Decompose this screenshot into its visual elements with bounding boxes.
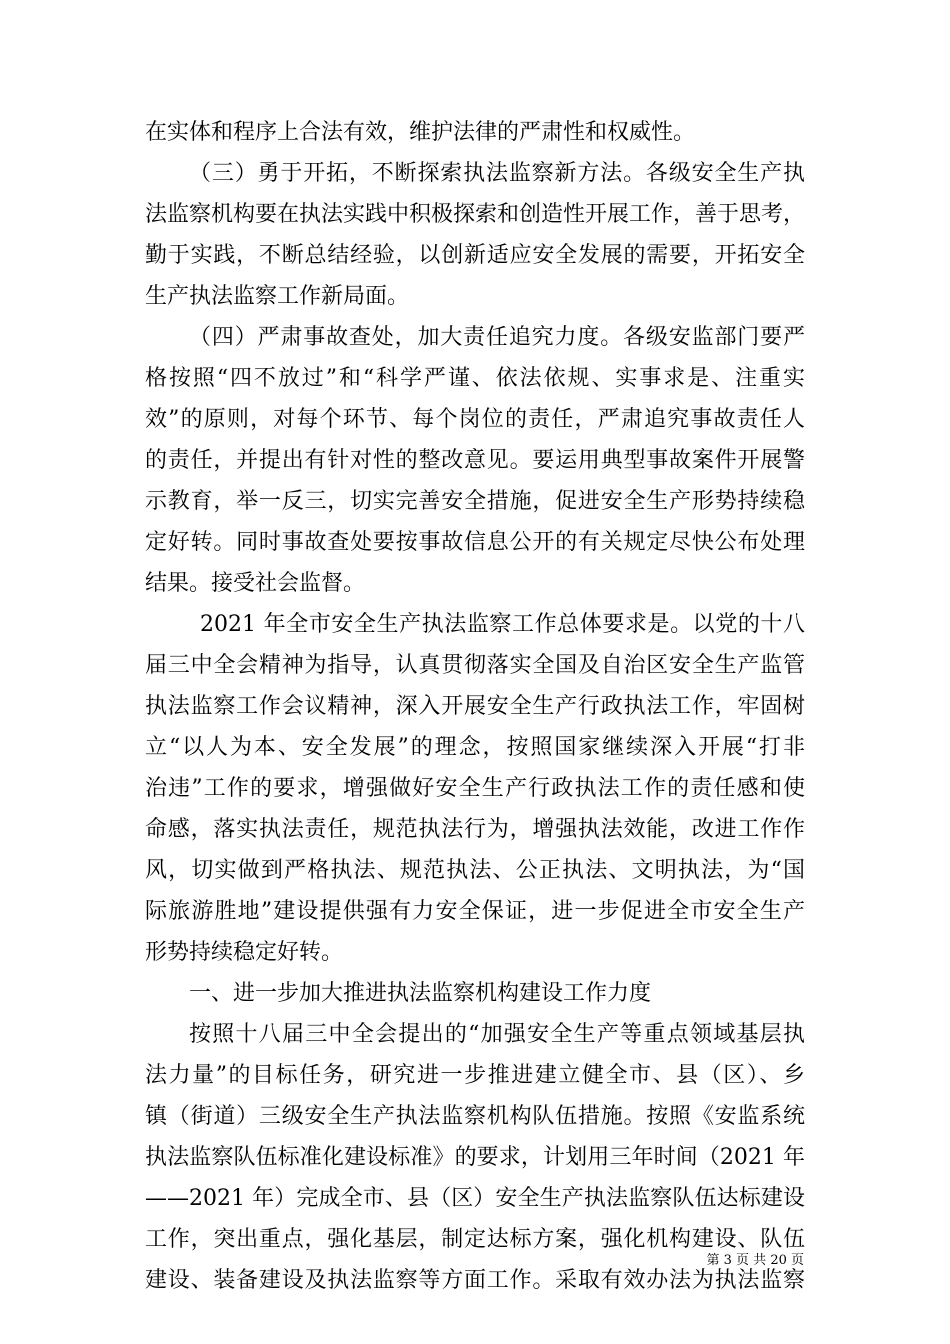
- body-line-10: 示教育，举一反三，切实完善安全措施，促进安全生产形势持续稳: [145, 489, 805, 514]
- body-line-29: 建设、装备建设及执法监察等方面工作。采取有效办法为执法监察: [145, 1268, 805, 1293]
- body-line-12: 结果。接受社会监督。: [145, 571, 366, 596]
- body-line-1: 在实体和程序上合法有效，维护法律的严肃性和权威性。: [145, 120, 696, 145]
- body-line-28: 工作，突出重点，强化基层，制定达标方案，强化机构建设、队伍: [145, 1227, 805, 1252]
- body-line-24: 法力量”的目标任务，研究进一步推进建立健全市、县（区）、乡: [145, 1063, 805, 1088]
- body-line-8: 效”的原则，对每个环节、每个岗位的责任，严肃追究事故责任人: [145, 407, 805, 432]
- body-line-16: 立“以人为本、安全发展”的理念，按照国家继续深入开展“打非: [145, 735, 805, 760]
- body-line-9: 的责任，并提出有针对性的整改意见。要运用典型事故案件开展警: [145, 448, 805, 473]
- body-line-13: 2021 年全市安全生产执法监察工作总体要求是。以党的十八: [200, 612, 805, 637]
- body-line-23: 按照十八届三中全会提出的“加强安全生产等重点领域基层执: [189, 1022, 805, 1047]
- section-heading-1: 一、进一步加大推进执法监察机构建设工作力度: [189, 981, 652, 1006]
- body-line-2: （三）勇于开拓，不断探索执法监察新方法。各级安全生产执: [189, 161, 805, 186]
- body-line-3: 法监察机构要在执法实践中积极探索和创造性开展工作，善于思考，: [145, 202, 805, 227]
- body-line-21: 形势持续稳定好转。: [145, 940, 344, 965]
- body-line-14: 届三中全会精神为指导，认真贯彻落实全国及自治区安全生产监管: [145, 653, 805, 678]
- body-line-4: 勤于实践，不断总结经验，以创新适应安全发展的需要，开拓安全: [145, 243, 805, 268]
- body-line-15: 执法监察工作会议精神，深入开展安全生产行政执法工作，牢固树: [145, 694, 805, 719]
- body-line-26: 执法监察队伍标准化建设标准》的要求，计划用三年时间（2021 年: [145, 1145, 805, 1170]
- body-line-18: 命感，落实执法责任，规范执法行为，增强执法效能，改进工作作: [145, 817, 805, 842]
- body-line-20: 际旅游胜地”建设提供强有力安全保证，进一步促进全市安全生产: [145, 899, 805, 924]
- body-line-11: 定好转。同时事故查处要按事故信息公开的有关规定尽快公布处理: [145, 530, 805, 555]
- body-line-25: 镇（街道）三级安全生产执法监察机构队伍措施。按照《安监系统: [145, 1104, 805, 1129]
- body-line-5: 生产执法监察工作新局面。: [145, 284, 410, 309]
- page-number: 第 3 页 共 20 页: [706, 1253, 804, 1268]
- body-line-17: 治违”工作的要求，增强做好安全生产行政执法工作的责任感和使: [145, 776, 805, 801]
- body-line-19: 风，切实做到严格执法、规范执法、公正执法、文明执法，为“国: [145, 858, 805, 883]
- body-line-27: ——2021 年）完成全市、县（区）安全生产执法监察队伍达标建设: [145, 1186, 805, 1211]
- body-line-7: 格按照“四不放过”和“科学严谨、依法依规、实事求是、注重实: [145, 366, 805, 391]
- body-line-6: （四）严肃事故查处，加大责任追究力度。各级安监部门要严: [189, 325, 805, 350]
